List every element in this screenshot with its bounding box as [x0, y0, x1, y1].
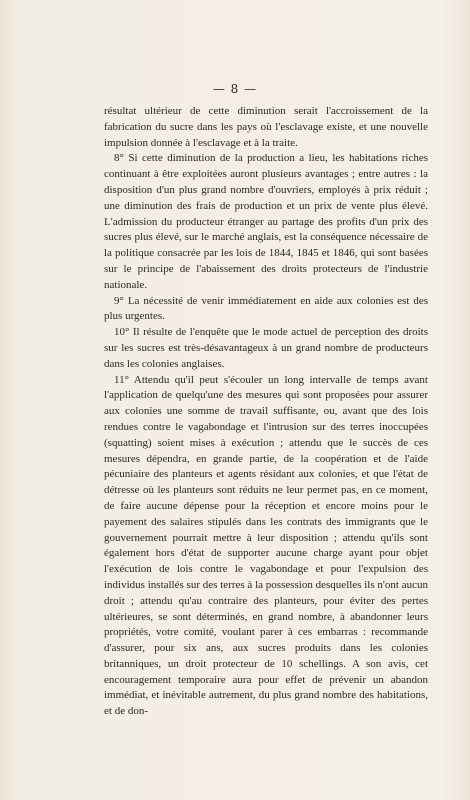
paragraph-8: 8° Si cette diminution de la production a lieu, les habitations riches continuant à être exploitées auront plusieurs avantages ; entre autres : la disposition d'un plus grand nombre d'ouvriers, employés à prix réduit ; une diminution des frais de production et un prix de vente plus élevé. L'admission du producteur étranger au partage des profits d'un prix des sucres plus élevé, sur le marché anglais, est la conséquence nécessaire de la politique consacrée par les lois de 1844, 1845 et 1846, qui sont basées sur le principe de l'abaissement des droits protecteurs de l'industrie nationale. — [104, 152, 428, 291]
paragraph-9: 9° La nécessité de venir immédiatement en aide aux colonies est des plus urgentes. — [104, 294, 428, 323]
body-text — [104, 104, 428, 720]
paragraph-10: 10° Il résulte de l'enquête que le mode actuel de perception des droits sur les sucres est très-désavantageux à un grand nombre de producteurs dans les colonies anglaises. — [104, 326, 428, 370]
page-number: — 8 — — [212, 82, 258, 96]
paragraph-continuation: résultat ultérieur de cette diminution serait l'accroissement de la fabrication du sucre dans les pays où l'esclavage existe, et une nouvelle impulsion donnée à l'esclavage et à la traite. — [104, 105, 428, 149]
paragraph-11: 11° Attendu qu'il peut s'écouler un long intervalle de temps avant l'application de quelqu'une des mesures qui sont proposées pour assurer aux colonies une somme de travail suffisante, ou, avant que des lois rendues contre le vagabondage et l'intrusion sur des terres inoccupées (squatting) soient mises à exécution ; attendu que le succès de ces mesures dépendra, en grande partie, de la coopération et de l'aide pécuniaire des planteurs et agents résidant aux colonies, et que l'état de détresse où les planteurs sont réduits ne leur permet pas, en ce moment, de faire aucune dépense pour la réception et encore moins pour le payement des salaires stipulés dans les contrats des immigrants que le gouvernement pourrait mettre à leur disposition ; attendu qu'ils sont également hors d'état de supporter aucune charge ayant pour objet l'exécution de lois contre le vagabondage et pour l'expulsion des individus installés sur des terres à la possession desquelles ils n'ont aucun droit ; attendu qu'au contraire des planteurs, pour éviter des pertes ultérieures, se sont déterminés, en grand nombre, à abandonner leurs propriétés, votre comité, voulant parer à ces embarras : recommande d'assurer, pour six ans, aux sucres produits dans les colonies britanniques, un droit protecteur de 10 schellings. A son avis, cet encouragement temporaire aura pour effet de prévenir un abandon immédiat, et inévitable autrement, du plus grand nombre des habitations, et de don- — [104, 373, 428, 718]
